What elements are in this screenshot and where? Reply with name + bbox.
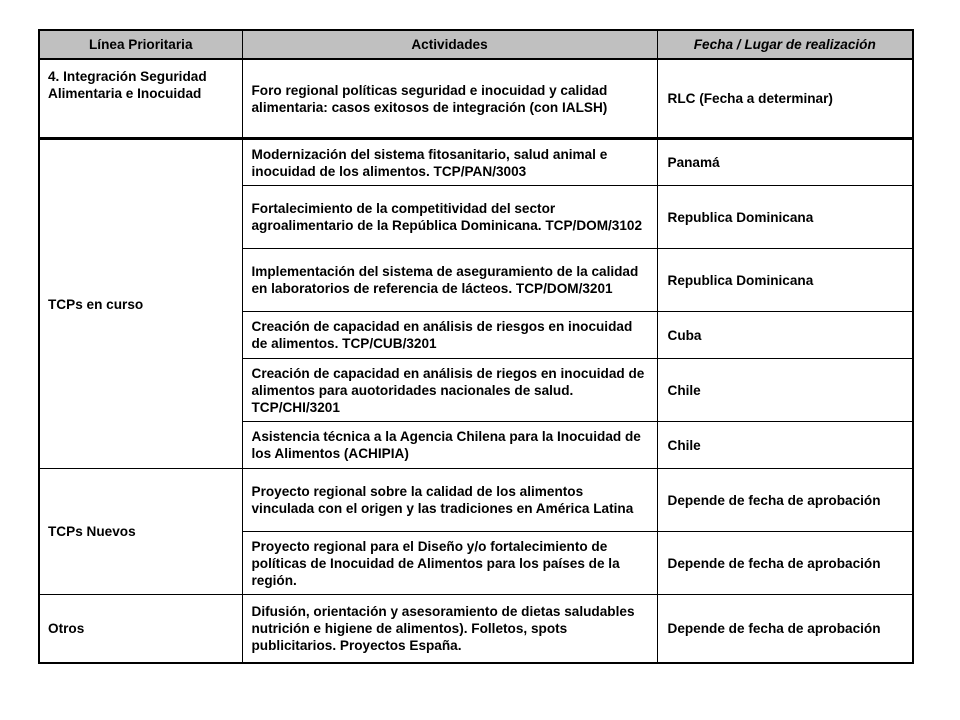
actividad-cell: Fortalecimiento de la competitividad del sector agroalimentario de la República Dominicana. TCP/DOM/3102 (242, 186, 657, 249)
actividad-cell: Implementación del sistema de aseguramiento de la calidad en laboratorios de referencia de lácteos. TCP/DOM/3201 (242, 249, 657, 312)
fecha-cell: Republica Dominicana (657, 186, 913, 249)
fecha-cell: Depende de fecha de aprobación (657, 595, 913, 663)
actividad-cell: Foro regional políticas seguridad e inocuidad y calidad alimentaria: casos exitosos de integración (con IALSH) (242, 59, 657, 139)
fecha-cell: Chile (657, 359, 913, 422)
header-fecha: Fecha / Lugar de realización (657, 30, 913, 59)
fecha-cell: RLC (Fecha a determinar) (657, 59, 913, 139)
actividad-cell: Creación de capacidad en análisis de riegos en inocuidad de alimentos para auotoridades nacionales de salud. TCP/CHI/3201 (242, 359, 657, 422)
actividad-cell: Asistencia técnica a la Agencia Chilena para la Inocuidad de los Alimentos (ACHIPIA) (242, 422, 657, 469)
fecha-cell: Depende de fecha de aprobación (657, 532, 913, 595)
actividad-cell: Proyecto regional para el Diseño y/o fortalecimiento de políticas de Inocuidad de Alimentos para los países de la región. (242, 532, 657, 595)
table-row (39, 59, 913, 139)
table-row (39, 469, 913, 532)
header-actividades: Actividades (242, 30, 657, 59)
fecha-cell: Cuba (657, 312, 913, 359)
fecha-cell: Chile (657, 422, 913, 469)
fecha-cell: Depende de fecha de aprobación (657, 469, 913, 532)
linea-cell: 4. Integración Seguridad Alimentaria e Inocuidad (39, 59, 242, 139)
actividad-cell: Creación de capacidad en análisis de riesgos en inocuidad de alimentos. TCP/CUB/3201 (242, 312, 657, 359)
table-row (39, 595, 913, 663)
actividad-cell: Difusión, orientación y asesoramiento de dietas saludables nutrición e higiene de alimentos). Folletos, spots publicitarios. Proyectos España. (242, 595, 657, 663)
fecha-cell: Panamá (657, 139, 913, 186)
header-linea: Línea Prioritaria (39, 30, 242, 59)
linea-cell-tcps-nuevos: TCPs Nuevos (39, 469, 242, 595)
actividad-cell: Proyecto regional sobre la calidad de los alimentos vinculada con el origen y las tradiciones en América Latina (242, 469, 657, 532)
header-row (39, 30, 913, 59)
fecha-cell: Republica Dominicana (657, 249, 913, 312)
table-row (39, 139, 913, 186)
linea-cell-tcps-en-curso: TCPs en curso (39, 139, 242, 469)
priority-activities-table (38, 29, 914, 664)
linea-cell-otros: Otros (39, 595, 242, 663)
actividad-cell: Modernización del sistema fitosanitario, salud animal e inocuidad de los alimentos. TCP/PAN/3003 (242, 139, 657, 186)
